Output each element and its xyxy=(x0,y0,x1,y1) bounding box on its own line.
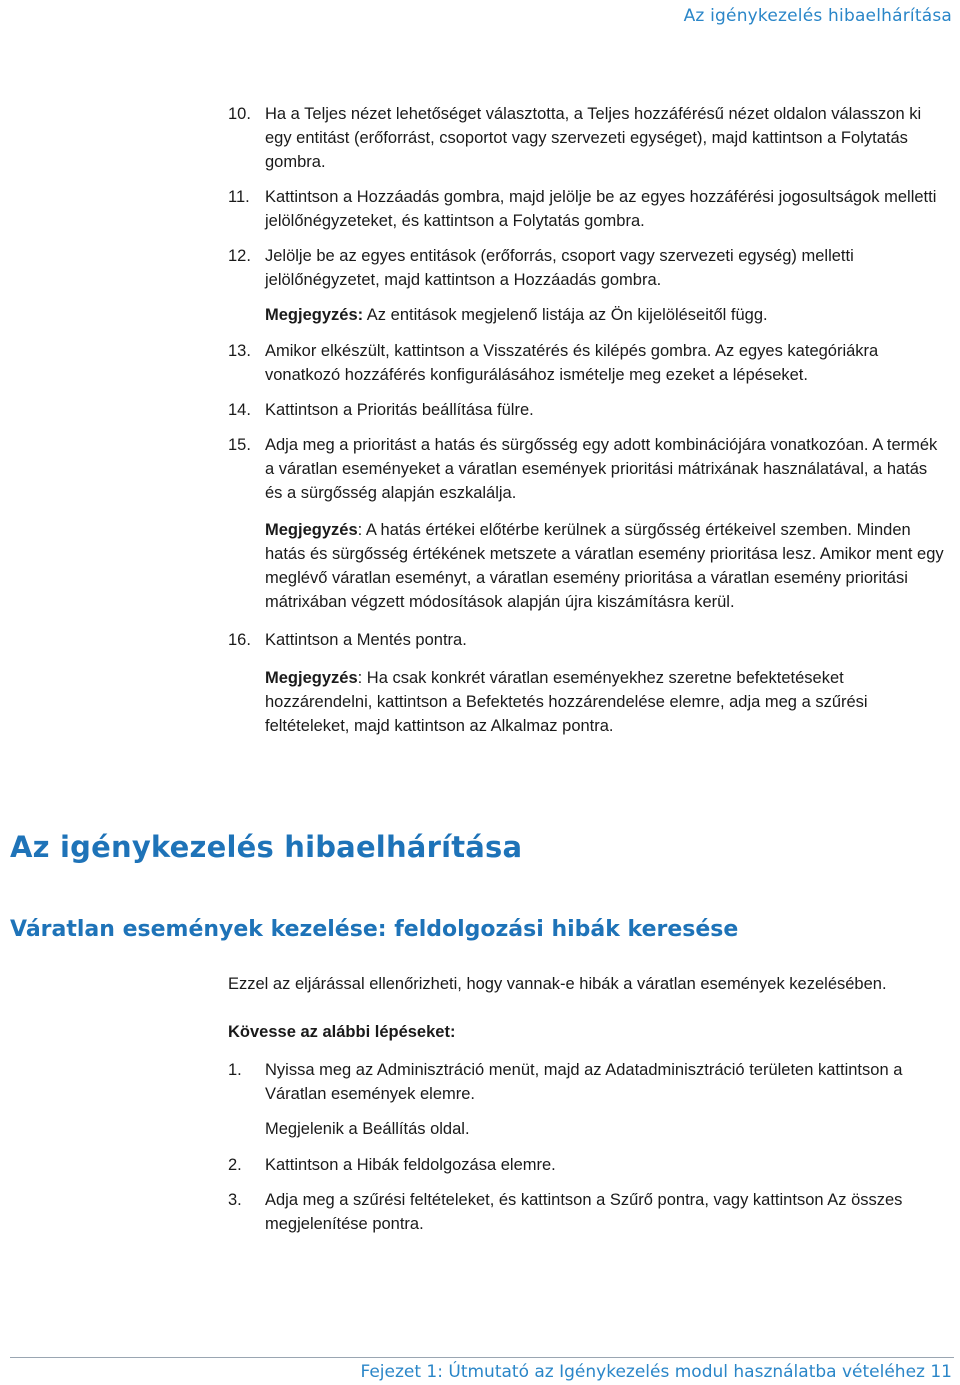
list-item xyxy=(228,339,948,387)
note xyxy=(228,303,948,327)
item-text: Kattintson a Mentés pontra. xyxy=(265,631,467,649)
item-number: 11. xyxy=(228,188,250,206)
item-number: 14. xyxy=(228,401,251,419)
item-text: Nyissa meg az Adminisztráció menüt, majd az Adatadminisztráció területen kattintson a Váratlan események elemre. xyxy=(265,1061,903,1103)
steps-label: Kövesse az alábbi lépéseket: xyxy=(228,1023,456,1041)
note-text: Az entitások megjelenő listája az Ön kijelöléseitől függ. xyxy=(363,306,768,324)
item-text: Kattintson a Hibák feldolgozása elemre. xyxy=(265,1156,556,1174)
item-number: 10. xyxy=(228,105,251,123)
item-number: 3. xyxy=(228,1191,242,1209)
item-text: Amikor elkészült, kattintson a Visszatérés és kilépés gombra. Az egyes kategóriákra vonatkozó hozzáférés konfigurálásához ismételje meg ezeket a lépéseket. xyxy=(265,342,879,384)
note-text: : Ha csak konkrét váratlan eseményekhez szeretne befektetéseket hozzárendelni, kattintson a Befektetés hozzárendelése elemre, adja meg a szűrési feltételeket, majd kattintson az Alkalmaz pontra. xyxy=(265,669,868,735)
item-number: 1. xyxy=(228,1061,242,1079)
item-number: 16. xyxy=(228,631,251,649)
list-item xyxy=(228,628,948,652)
list-item xyxy=(228,1188,948,1236)
item-text: Ha a Teljes nézet lehetőséget választotta, a Teljes hozzáférésű nézet oldalon válasszon ki egy entitást (erőforrást, csoportot vagy szervezeti egységet), majd kattintson a Folytatás gombra. xyxy=(265,105,922,171)
section-title: Az igénykezelés hibaelhárítása xyxy=(10,830,523,864)
steps-list xyxy=(228,1058,948,1247)
item-text: Kattintson a Prioritás beállítása fülre. xyxy=(265,401,534,419)
instruction-list xyxy=(228,102,948,750)
footer-divider xyxy=(10,1357,954,1358)
list-item xyxy=(228,398,948,422)
subsection-title: Váratlan események kezelése: feldolgozási hibák keresése xyxy=(10,917,739,942)
item-text: Adja meg a prioritást a hatás és sürgősség egy adott kombinációjára vonatkozóan. A termék a váratlan eseményeket a váratlan események prioritási mátrixának használatával, a hatás és a sürgősség alapján eszkalálja. xyxy=(265,436,938,502)
list-item xyxy=(228,1153,948,1177)
note-label: Megjegyzés xyxy=(265,521,358,539)
list-item xyxy=(228,185,948,233)
item-number: 15. xyxy=(228,436,251,454)
running-header: Az igénykezelés hibaelhárítása xyxy=(683,6,952,26)
list-item xyxy=(228,433,948,505)
intro-text: Ezzel az eljárással ellenőrizheti, hogy vannak-e hibák a váratlan események kezelésében. xyxy=(228,975,887,993)
note-label: Megjegyzés: xyxy=(265,306,364,324)
note xyxy=(228,518,948,614)
note-text: : A hatás értékei előtérbe kerülnek a sürgősség értékeivel szemben. Minden hatás és sürgősség értékének metszete a váratlan esemény prioritása lesz. Amikor ment egy meglévő váratlan eseményt, a váratlan esemény prioritása a váratlan esemény prioritási mátrixában végzett módosítások alapján újra kiszámításra kerül. xyxy=(265,521,944,611)
item-number: 13. xyxy=(228,342,251,360)
item-number: 2. xyxy=(228,1156,242,1174)
step-result: Megjelenik a Beállítás oldal. xyxy=(265,1120,470,1138)
item-number: 12. xyxy=(228,247,251,265)
list-item xyxy=(228,1058,948,1106)
note-label: Megjegyzés xyxy=(265,669,358,687)
note xyxy=(228,666,948,738)
item-text: Adja meg a szűrési feltételeket, és kattintson a Szűrő pontra, vagy kattintson Az összes megjelenítése pontra. xyxy=(265,1191,903,1233)
item-text: Kattintson a Hozzáadás gombra, majd jelölje be az egyes hozzáférési jogosultságok melletti jelölőnégyzeteket, és kattintson a Folytatás gombra. xyxy=(265,188,937,230)
item-text: Jelölje be az egyes entitások (erőforrás, csoport vagy szervezeti egység) melletti jelölőnégyzetet, majd kattintson a Hozzáadás gombra. xyxy=(265,247,854,289)
page-footer: Fejezet 1: Útmutató az Igénykezelés modul használatba vételéhez 11 xyxy=(360,1362,952,1382)
list-item xyxy=(228,102,948,174)
list-item xyxy=(228,244,948,292)
